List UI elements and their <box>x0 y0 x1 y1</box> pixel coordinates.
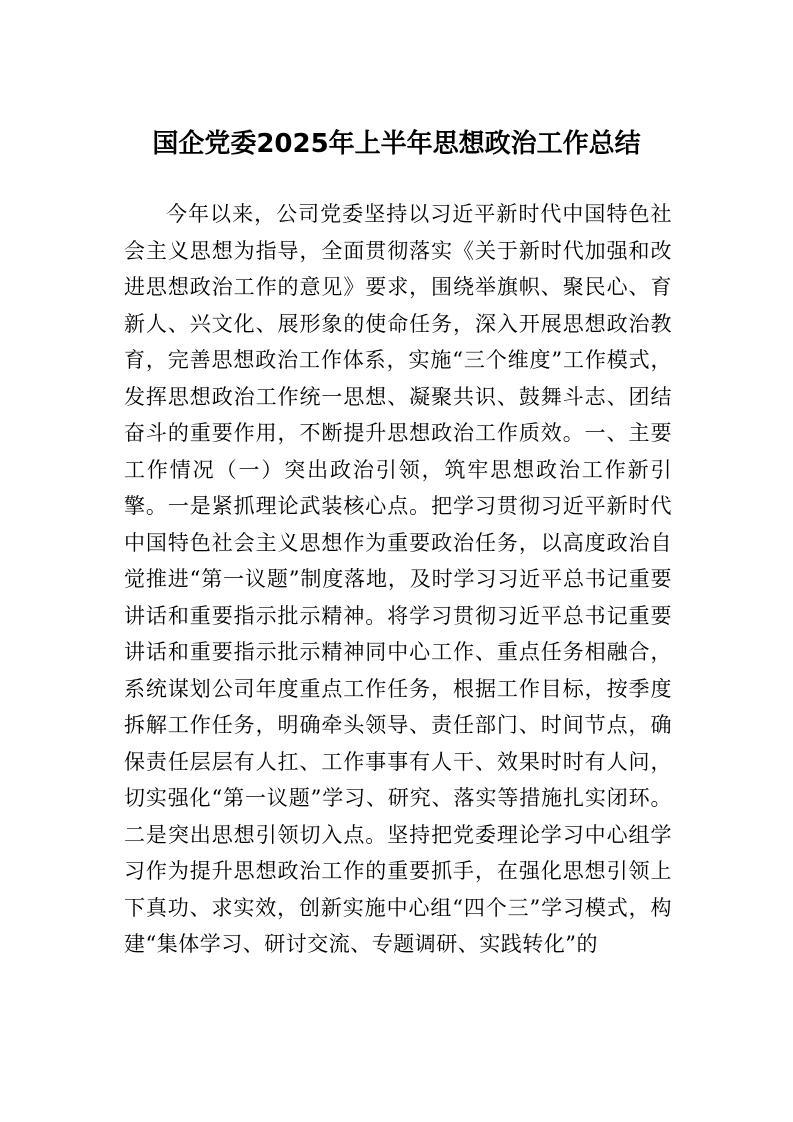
document-body-paragraph: 今年以来，公司党委坚持以习近平新时代中国特色社会主义思想为指导，全面贯彻落实《关于新时代加强和改进思想政治工作的意见》要求，围绕举旗帜、聚民心、育新人、兴文化、展形象的使命任务，深入开展思想政治教育，完善思想政治工作体系，实施“三个维度”工作模式，发挥思想政治工作统一思想、凝聚共识、鼓舞斗志、团结奋斗的重要作用，不断提升思想政治工作质效。一、主要工作情况（一）突出政治引领，筑牢思想政治工作新引擎。一是紧抓理论武装核心点。把学习贯彻习近平新时代中国特色社会主义思想作为重要政治任务，以高度政治自觉推进“第一议题”制度落地，及时学习习近平总书记重要讲话和重要指示批示精神。将学习贯彻习近平总书记重要讲话和重要指示批示精神同中心工作、重点任务相融合，系统谋划公司年度重点工作任务，根据工作目标，按季度拆解工作任务，明确牵头领导、责任部门、时间节点，确保责任层层有人扛、工作事事有人干、效果时时有人问，切实强化“第一议题”学习、研究、落实等措施扎实闭环。二是突出思想引领切入点。坚持把党委理论学习中心组学习作为提升思想政治工作的重要抓手，在强化思想引领上下真功、求实效，创新实施中心组“四个三”学习模式，构建“集体学习、研讨交流、专题调研、实践转化”的 <box>124 202 672 956</box>
document-title: 国企党委2025年上半年思想政治工作总结 <box>152 129 641 159</box>
